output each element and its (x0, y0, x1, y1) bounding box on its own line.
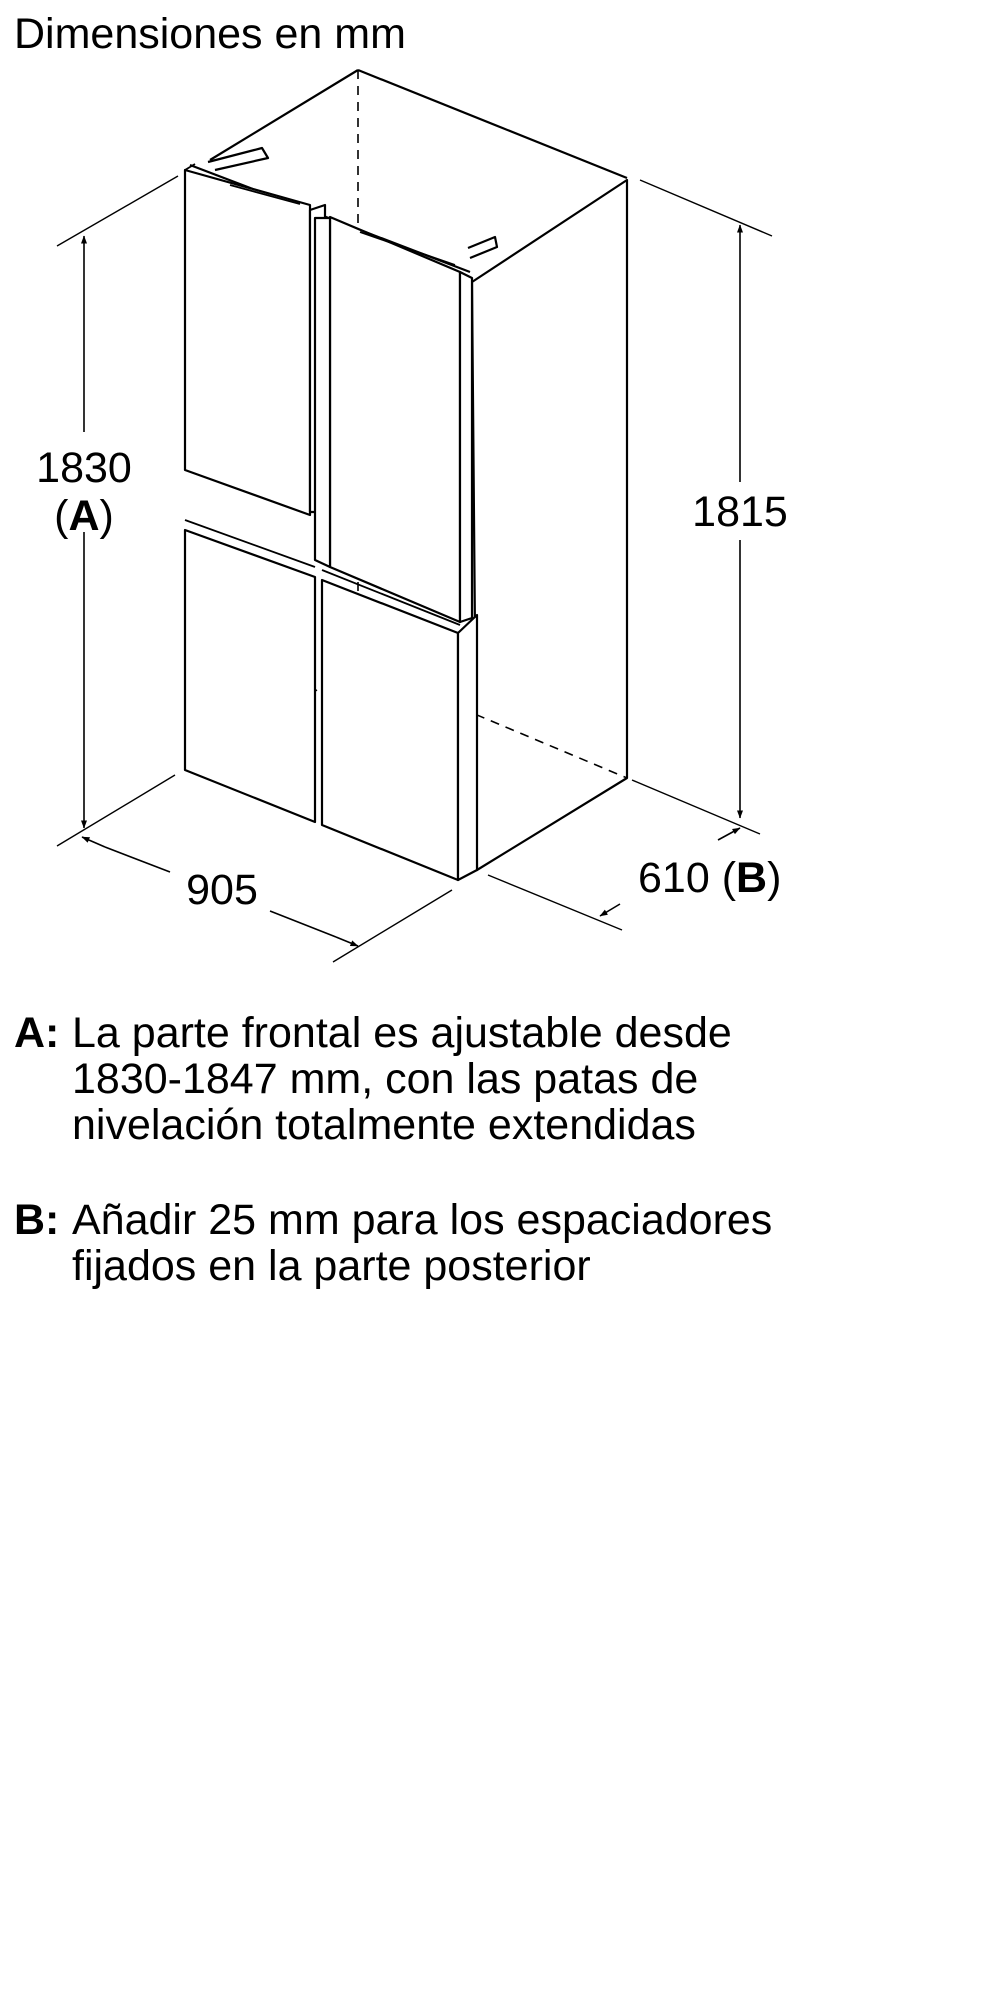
note-a-line: nivelación totalmente extendidas (72, 1101, 696, 1149)
upper-left-door (185, 170, 310, 515)
note-b-key: B: (14, 1196, 60, 1244)
fridge-doors (185, 170, 477, 880)
front-height-ref: A (68, 492, 100, 540)
page-title: Dimensiones en mm (14, 10, 406, 58)
front-height-label: 1830 (36, 444, 132, 492)
side-height-label: 1815 (692, 488, 788, 536)
lower-right-drawer (322, 580, 458, 880)
depth-ref: B (736, 854, 768, 902)
note-b-line: Añadir 25 mm para los espaciadores (72, 1196, 773, 1244)
front-height-ref-label: (A) (54, 492, 114, 540)
note-a-text (72, 1010, 952, 1148)
note-b-line: fijados en la parte posterior (72, 1242, 591, 1290)
note-a-line: 1830-1847 mm, con las patas de (72, 1055, 699, 1103)
note-a-key: A: (14, 1009, 60, 1057)
note-a-line: La parte frontal es ajustable desde (72, 1009, 732, 1057)
note-b-text (72, 1197, 952, 1289)
door-right-edge-upper (460, 272, 472, 622)
door-right-edge-lower (458, 615, 477, 880)
lower-left-drawer (185, 530, 315, 822)
depth-label: 610 (B) (638, 854, 782, 902)
depth-value: 610 (638, 854, 710, 902)
upper-right-handle (315, 218, 330, 567)
upper-right-door (330, 217, 460, 622)
width-label: 905 (186, 866, 258, 914)
